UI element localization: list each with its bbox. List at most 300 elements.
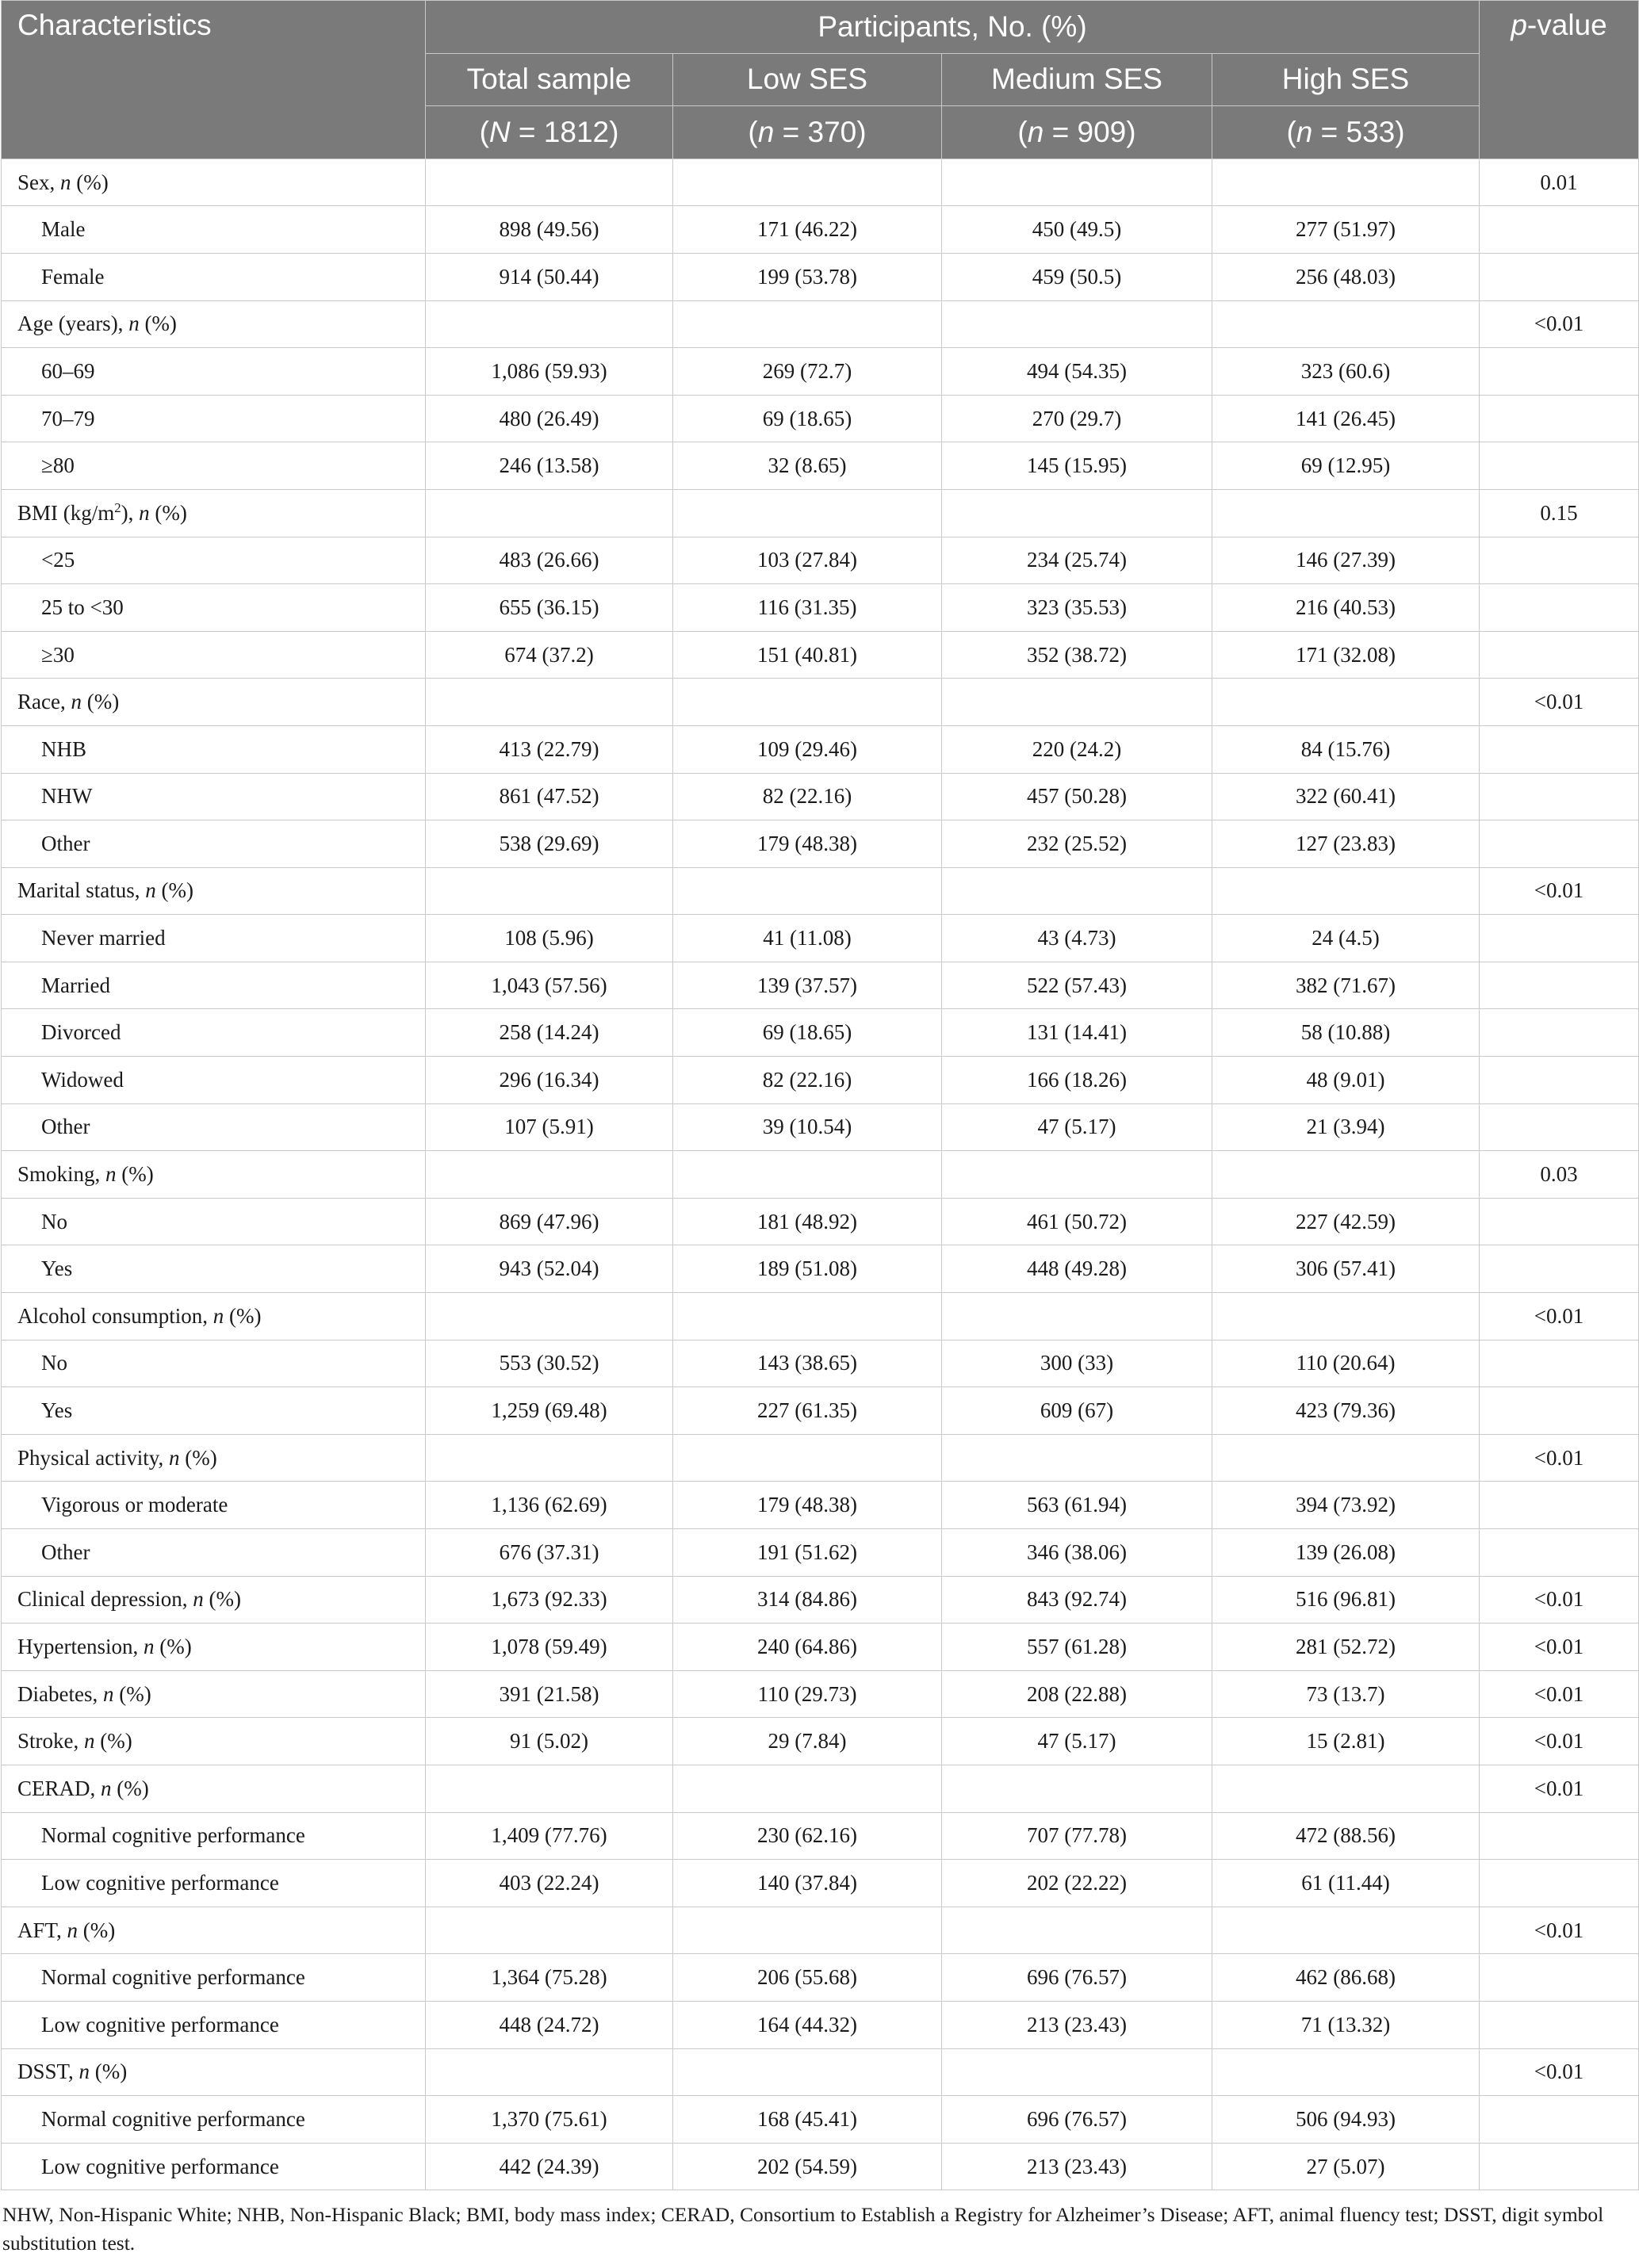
row-value [942,1434,1212,1482]
row-value [942,679,1212,726]
row-value: 69 (18.65) [673,1009,942,1057]
row-value: 47 (5.17) [942,1718,1212,1765]
row-value [426,300,673,348]
row-value: 15 (2.81) [1212,1718,1480,1765]
row-value: 423 (79.36) [1212,1387,1480,1435]
table-header [2,1,1639,159]
row-value [673,1907,942,1954]
row-pvalue [1480,348,1639,396]
header-group-low: Low SES [673,53,942,106]
row-label: Diabetes, n (%) [2,1670,426,1718]
table-row [2,1576,1639,1624]
row-value [426,867,673,915]
header-n-high: (n = 533) [1212,106,1480,159]
row-pvalue [1480,1340,1639,1387]
table-row [2,1529,1639,1577]
table-row [2,2048,1639,2096]
row-value: 448 (49.28) [942,1245,1212,1293]
row-value [426,1765,673,1812]
row-value: 403 (22.24) [426,1860,673,1907]
row-value: 107 (5.91) [426,1103,673,1151]
row-value [426,489,673,537]
row-value: 707 (77.78) [942,1812,1212,1860]
row-label: Widowed [2,1057,426,1104]
row-label: Sex, n (%) [2,159,426,206]
row-value: 240 (64.86) [673,1624,942,1671]
row-label: No [2,1340,426,1387]
row-pvalue [1480,1245,1639,1293]
row-value [1212,1765,1480,1812]
characteristics-table [1,0,1639,2190]
row-value: 394 (73.92) [1212,1482,1480,1529]
header-characteristics: Characteristics [2,1,426,159]
table-row [2,584,1639,632]
row-value [673,159,942,206]
row-value [942,300,1212,348]
row-value [942,489,1212,537]
table-row [2,915,1639,962]
row-value: 281 (52.72) [1212,1624,1480,1671]
row-label: Never married [2,915,426,962]
row-label: Male [2,206,426,254]
row-value: 314 (84.86) [673,1576,942,1624]
row-value: 494 (54.35) [942,348,1212,396]
row-value [1212,2048,1480,2096]
row-value: 1,370 (75.61) [426,2096,673,2144]
row-pvalue: <0.01 [1480,1670,1639,1718]
row-value: 448 (24.72) [426,2001,673,2048]
row-pvalue: <0.01 [1480,1718,1639,1765]
row-value [426,679,673,726]
row-value: 296 (16.34) [426,1057,673,1104]
row-label: Age (years), n (%) [2,300,426,348]
row-label: ≥80 [2,442,426,490]
table-row [2,1434,1639,1482]
row-label: Race, n (%) [2,679,426,726]
row-value: 103 (27.84) [673,537,942,584]
row-value: 300 (33) [942,1340,1212,1387]
row-pvalue [1480,725,1639,773]
row-value: 216 (40.53) [1212,584,1480,632]
row-value: 676 (37.31) [426,1529,673,1577]
row-value: 450 (49.5) [942,206,1212,254]
row-pvalue [1480,1103,1639,1151]
row-value: 202 (54.59) [673,2143,942,2190]
row-label: 25 to <30 [2,584,426,632]
row-value: 472 (88.56) [1212,1812,1480,1860]
row-pvalue: <0.01 [1480,1434,1639,1482]
row-value [673,300,942,348]
row-value: 516 (96.81) [1212,1576,1480,1624]
row-label: <25 [2,537,426,584]
table-row [2,1103,1639,1151]
row-value: 143 (38.65) [673,1340,942,1387]
table-row [2,1340,1639,1387]
row-value: 58 (10.88) [1212,1009,1480,1057]
row-value: 109 (29.46) [673,725,942,773]
table-row [2,1293,1639,1341]
header-n-medium: (n = 909) [942,106,1212,159]
row-value [1212,1293,1480,1341]
row-value [673,1293,942,1341]
row-pvalue [1480,1954,1639,2002]
row-value [942,1907,1212,1954]
row-value: 898 (49.56) [426,206,673,254]
row-value: 609 (67) [942,1387,1212,1435]
row-value: 110 (20.64) [1212,1340,1480,1387]
row-pvalue [1480,820,1639,868]
table-row [2,348,1639,396]
row-value: 1,043 (57.56) [426,962,673,1009]
table-row [2,159,1639,206]
row-value: 256 (48.03) [1212,253,1480,300]
row-value: 189 (51.08) [673,1245,942,1293]
row-value [942,159,1212,206]
row-label: Physical activity, n (%) [2,1434,426,1482]
row-value: 1,136 (62.69) [426,1482,673,1529]
row-value [673,489,942,537]
row-value: 108 (5.96) [426,915,673,962]
row-value [673,2048,942,2096]
row-value [942,1765,1212,1812]
row-value: 91 (5.02) [426,1718,673,1765]
table-row [2,395,1639,442]
table-row [2,489,1639,537]
row-value: 131 (14.41) [942,1009,1212,1057]
row-value [426,2048,673,2096]
row-label: Low cognitive performance [2,1860,426,1907]
row-value: 553 (30.52) [426,1340,673,1387]
table-row [2,1245,1639,1293]
table-row [2,206,1639,254]
row-value: 457 (50.28) [942,773,1212,820]
row-label: Divorced [2,1009,426,1057]
header-group-high: High SES [1212,53,1480,106]
row-value [426,1293,673,1341]
row-value [673,1434,942,1482]
row-value: 696 (76.57) [942,2096,1212,2144]
table-row [2,773,1639,820]
row-value: 139 (37.57) [673,962,942,1009]
row-pvalue: 0.01 [1480,159,1639,206]
table-footnote: NHW, Non-Hispanic White; NHB, Non-Hispanic Black; BMI, body mass index; CERAD, Consortium to Establish a Registry for Alzheimer’s Disease; AFT, animal fluency test; DSST, digit symbol substitution test. [2,2203,1604,2255]
row-value [1212,300,1480,348]
row-value [942,2048,1212,2096]
row-pvalue [1480,2001,1639,2048]
row-value [942,867,1212,915]
row-value: 306 (57.41) [1212,1245,1480,1293]
row-value: 213 (23.43) [942,2143,1212,2190]
row-value: 1,078 (59.49) [426,1624,673,1671]
row-pvalue: <0.01 [1480,1576,1639,1624]
row-value: 164 (44.32) [673,2001,942,2048]
row-label: Hypertension, n (%) [2,1624,426,1671]
row-value [942,1293,1212,1341]
table-row [2,867,1639,915]
row-pvalue [1480,253,1639,300]
table-row [2,725,1639,773]
row-pvalue: <0.01 [1480,1765,1639,1812]
row-value: 168 (45.41) [673,2096,942,2144]
header-n-low: (n = 370) [673,106,942,159]
row-pvalue [1480,631,1639,679]
row-value: 480 (26.49) [426,395,673,442]
row-label: Other [2,1103,426,1151]
row-value: 82 (22.16) [673,1057,942,1104]
row-value: 258 (14.24) [426,1009,673,1057]
row-value: 861 (47.52) [426,773,673,820]
row-value: 220 (24.2) [942,725,1212,773]
table-row [2,1057,1639,1104]
row-pvalue [1480,1860,1639,1907]
row-value: 869 (47.96) [426,1198,673,1245]
table-row [2,679,1639,726]
table-row [2,1198,1639,1245]
row-value: 146 (27.39) [1212,537,1480,584]
table-row [2,1482,1639,1529]
row-pvalue [1480,1529,1639,1577]
row-value: 48 (9.01) [1212,1057,1480,1104]
row-pvalue [1480,915,1639,962]
table-row [2,820,1639,868]
row-value: 199 (53.78) [673,253,942,300]
row-value: 459 (50.5) [942,253,1212,300]
row-label: DSST, n (%) [2,2048,426,2096]
row-label: NHB [2,725,426,773]
row-value: 208 (22.88) [942,1670,1212,1718]
header-participants: Participants, No. (%) [426,1,1480,54]
row-pvalue [1480,1009,1639,1057]
row-pvalue [1480,1812,1639,1860]
row-value: 352 (38.72) [942,631,1212,679]
row-label: Marital status, n (%) [2,867,426,915]
row-value [1212,159,1480,206]
row-label: Stroke, n (%) [2,1718,426,1765]
row-value: 82 (22.16) [673,773,942,820]
row-value: 269 (72.7) [673,348,942,396]
header-group-medium: Medium SES [942,53,1212,106]
row-label: Low cognitive performance [2,2001,426,2048]
row-value [1212,489,1480,537]
row-pvalue: <0.01 [1480,867,1639,915]
row-value [426,159,673,206]
row-value [673,867,942,915]
row-pvalue [1480,773,1639,820]
row-value [673,679,942,726]
row-value: 69 (18.65) [673,395,942,442]
row-value: 202 (22.22) [942,1860,1212,1907]
row-value: 43 (4.73) [942,915,1212,962]
row-label: NHW [2,773,426,820]
row-value: 442 (24.39) [426,2143,673,2190]
row-value: 277 (51.97) [1212,206,1480,254]
table-row [2,2096,1639,2144]
table-row [2,1009,1639,1057]
row-value: 232 (25.52) [942,820,1212,868]
row-value [1212,1434,1480,1482]
row-value [942,1151,1212,1199]
row-value [426,1151,673,1199]
row-pvalue [1480,537,1639,584]
row-value: 41 (11.08) [673,915,942,962]
row-pvalue: <0.01 [1480,1293,1639,1341]
row-value: 538 (29.69) [426,820,673,868]
table-row [2,1860,1639,1907]
row-value: 71 (13.32) [1212,2001,1480,2048]
row-value: 483 (26.66) [426,537,673,584]
row-value: 61 (11.44) [1212,1860,1480,1907]
row-value: 270 (29.7) [942,395,1212,442]
row-value: 943 (52.04) [426,1245,673,1293]
row-pvalue [1480,1482,1639,1529]
row-pvalue [1480,2143,1639,2190]
row-value [673,1765,942,1812]
row-value: 1,259 (69.48) [426,1387,673,1435]
row-value: 140 (37.84) [673,1860,942,1907]
row-value: 461 (50.72) [942,1198,1212,1245]
row-pvalue: <0.01 [1480,1907,1639,1954]
table-row [2,1624,1639,1671]
row-pvalue [1480,1057,1639,1104]
row-value: 462 (86.68) [1212,1954,1480,2002]
row-pvalue [1480,584,1639,632]
table-row [2,2143,1639,2190]
row-value: 171 (32.08) [1212,631,1480,679]
row-label: Smoking, n (%) [2,1151,426,1199]
row-value: 227 (61.35) [673,1387,942,1435]
table-row [2,1670,1639,1718]
row-pvalue: 0.03 [1480,1151,1639,1199]
row-value: 1,409 (77.76) [426,1812,673,1860]
row-label: Normal cognitive performance [2,1812,426,1860]
row-value: 21 (3.94) [1212,1103,1480,1151]
row-value: 391 (21.58) [426,1670,673,1718]
header-group-total: Total sample [426,53,673,106]
row-value: 181 (48.92) [673,1198,942,1245]
row-label: Married [2,962,426,1009]
row-pvalue [1480,442,1639,490]
header-pvalue [1480,1,1639,159]
row-value: 24 (4.5) [1212,915,1480,962]
row-value: 382 (71.67) [1212,962,1480,1009]
row-value: 674 (37.2) [426,631,673,679]
row-value: 69 (12.95) [1212,442,1480,490]
row-pvalue: <0.01 [1480,300,1639,348]
row-value: 145 (15.95) [942,442,1212,490]
row-pvalue [1480,395,1639,442]
table-row [2,300,1639,348]
row-label: Normal cognitive performance [2,2096,426,2144]
row-value: 127 (23.83) [1212,820,1480,868]
row-value: 29 (7.84) [673,1718,942,1765]
row-value: 323 (35.53) [942,584,1212,632]
row-value: 413 (22.79) [426,725,673,773]
row-value: 1,086 (59.93) [426,348,673,396]
table-row [2,1765,1639,1812]
row-value: 1,364 (75.28) [426,1954,673,2002]
header-pvalue-rest: -value [1526,9,1607,41]
row-label: Low cognitive performance [2,2143,426,2190]
row-pvalue [1480,962,1639,1009]
row-label: BMI $(kg/m^2)$, n (%) [2,489,426,537]
header-pvalue-p: p [1511,9,1527,41]
table-body [2,159,1639,2190]
row-label: Normal cognitive performance [2,1954,426,2002]
row-value: 213 (23.43) [942,2001,1212,2048]
row-value: 563 (61.94) [942,1482,1212,1529]
row-value [426,1434,673,1482]
row-label: Other [2,820,426,868]
row-value [1212,867,1480,915]
row-label: 70–79 [2,395,426,442]
row-pvalue: <0.01 [1480,2048,1639,2096]
row-label: CERAD, n (%) [2,1765,426,1812]
row-label: No [2,1198,426,1245]
row-value: 1,673 (92.33) [426,1576,673,1624]
table-row [2,1812,1639,1860]
row-value [426,1907,673,1954]
row-pvalue [1480,1198,1639,1245]
table-row [2,1954,1639,2002]
row-value: 191 (51.62) [673,1529,942,1577]
row-label: Alcohol consumption, n (%) [2,1293,426,1341]
row-value: 246 (13.58) [426,442,673,490]
row-value [673,1151,942,1199]
row-value: 696 (76.57) [942,1954,1212,2002]
row-label: Yes [2,1387,426,1435]
row-value [1212,1151,1480,1199]
table-row [2,1387,1639,1435]
row-value: 323 (60.6) [1212,348,1480,396]
row-pvalue [1480,206,1639,254]
row-pvalue [1480,1387,1639,1435]
table-row [2,442,1639,490]
row-value: 139 (26.08) [1212,1529,1480,1577]
row-value: 47 (5.17) [942,1103,1212,1151]
row-pvalue: 0.15 [1480,489,1639,537]
row-value: 655 (36.15) [426,584,673,632]
row-label: AFT, n (%) [2,1907,426,1954]
row-label: ≥30 [2,631,426,679]
row-value: 843 (92.74) [942,1576,1212,1624]
row-value: 322 (60.41) [1212,773,1480,820]
table-row [2,1718,1639,1765]
table-row [2,537,1639,584]
header-n-total: (N = 1812) [426,106,673,159]
row-value: 116 (31.35) [673,584,942,632]
row-value: 73 (13.7) [1212,1670,1480,1718]
row-value: 151 (40.81) [673,631,942,679]
row-value: 230 (62.16) [673,1812,942,1860]
table-row [2,253,1639,300]
row-value: 506 (94.93) [1212,2096,1480,2144]
row-value [1212,1907,1480,1954]
row-value: 234 (25.74) [942,537,1212,584]
row-value: 206 (55.68) [673,1954,942,2002]
row-value: 171 (46.22) [673,206,942,254]
row-value: 27 (5.07) [1212,2143,1480,2190]
table-row [2,631,1639,679]
row-value: 557 (61.28) [942,1624,1212,1671]
row-label: Yes [2,1245,426,1293]
row-value [1212,679,1480,726]
row-pvalue: <0.01 [1480,1624,1639,1671]
table-row [2,2001,1639,2048]
row-label: Clinical depression, n (%) [2,1576,426,1624]
row-value: 32 (8.65) [673,442,942,490]
row-value: 39 (10.54) [673,1103,942,1151]
row-value: 141 (26.45) [1212,395,1480,442]
